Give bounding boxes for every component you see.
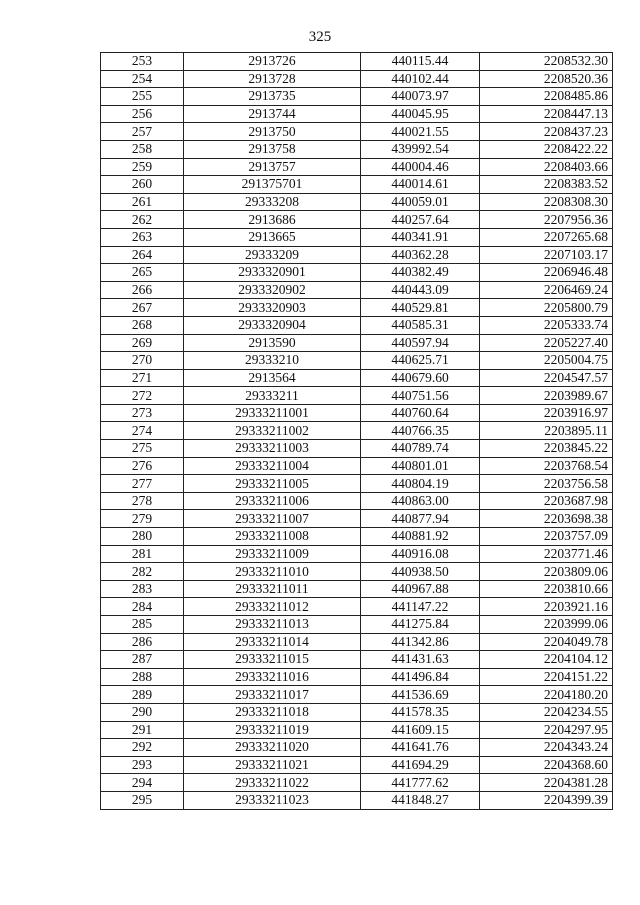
table-row bbox=[101, 53, 613, 71]
point-id-cell: 29333211021 bbox=[184, 756, 361, 774]
row-number-cell: 269 bbox=[101, 334, 184, 352]
point-id-cell: 29333211018 bbox=[184, 703, 361, 721]
x-coordinate-cell: 440341.91 bbox=[361, 228, 480, 246]
row-number-cell: 262 bbox=[101, 211, 184, 229]
y-coordinate-cell: 2203757.09 bbox=[480, 528, 613, 546]
x-coordinate-cell: 440967.88 bbox=[361, 580, 480, 598]
y-coordinate-cell: 2204151.22 bbox=[480, 668, 613, 686]
x-coordinate-cell: 440115.44 bbox=[361, 53, 480, 71]
point-id-cell: 29333211001 bbox=[184, 404, 361, 422]
y-coordinate-cell: 2203698.38 bbox=[480, 510, 613, 528]
table-row bbox=[101, 756, 613, 774]
table-row bbox=[101, 140, 613, 158]
y-coordinate-cell: 2204368.60 bbox=[480, 756, 613, 774]
row-number-cell: 270 bbox=[101, 352, 184, 370]
row-number-cell: 279 bbox=[101, 510, 184, 528]
table-row bbox=[101, 123, 613, 141]
table-row bbox=[101, 616, 613, 634]
table-row bbox=[101, 158, 613, 176]
y-coordinate-cell: 2203845.22 bbox=[480, 440, 613, 458]
row-number-cell: 284 bbox=[101, 598, 184, 616]
point-id-cell: 29333211005 bbox=[184, 475, 361, 493]
row-number-cell: 274 bbox=[101, 422, 184, 440]
y-coordinate-cell: 2203916.97 bbox=[480, 404, 613, 422]
y-coordinate-cell: 2208422.22 bbox=[480, 140, 613, 158]
point-id-cell: 2913590 bbox=[184, 334, 361, 352]
x-coordinate-cell: 440789.74 bbox=[361, 440, 480, 458]
point-id-cell: 29333211007 bbox=[184, 510, 361, 528]
row-number-cell: 276 bbox=[101, 457, 184, 475]
point-id-cell: 29333211015 bbox=[184, 651, 361, 669]
row-number-cell: 278 bbox=[101, 492, 184, 510]
y-coordinate-cell: 2206946.48 bbox=[480, 264, 613, 282]
x-coordinate-cell: 440382.49 bbox=[361, 264, 480, 282]
y-coordinate-cell: 2208485.86 bbox=[480, 88, 613, 106]
x-coordinate-cell: 441694.29 bbox=[361, 756, 480, 774]
x-coordinate-cell: 440877.94 bbox=[361, 510, 480, 528]
x-coordinate-cell: 440760.64 bbox=[361, 404, 480, 422]
x-coordinate-cell: 440014.61 bbox=[361, 176, 480, 194]
point-id-cell: 291375701 bbox=[184, 176, 361, 194]
point-id-cell: 2933320902 bbox=[184, 281, 361, 299]
y-coordinate-cell: 2205800.79 bbox=[480, 299, 613, 317]
y-coordinate-cell: 2208447.13 bbox=[480, 105, 613, 123]
row-number-cell: 258 bbox=[101, 140, 184, 158]
row-number-cell: 264 bbox=[101, 246, 184, 264]
page-number: 325 bbox=[308, 29, 332, 45]
row-number-cell: 268 bbox=[101, 316, 184, 334]
point-id-cell: 29333211009 bbox=[184, 545, 361, 563]
x-coordinate-cell: 440916.08 bbox=[361, 545, 480, 563]
x-coordinate-cell: 440597.94 bbox=[361, 334, 480, 352]
row-number-cell: 263 bbox=[101, 228, 184, 246]
point-id-cell: 2913758 bbox=[184, 140, 361, 158]
y-coordinate-cell: 2205333.74 bbox=[480, 316, 613, 334]
row-number-cell: 282 bbox=[101, 563, 184, 581]
x-coordinate-cell: 440443.09 bbox=[361, 281, 480, 299]
table-row bbox=[101, 299, 613, 317]
x-coordinate-cell: 440004.46 bbox=[361, 158, 480, 176]
point-id-cell: 29333211011 bbox=[184, 580, 361, 598]
row-number-cell: 285 bbox=[101, 616, 184, 634]
y-coordinate-cell: 2206469.24 bbox=[480, 281, 613, 299]
point-id-cell: 2913564 bbox=[184, 369, 361, 387]
point-id-cell: 2913726 bbox=[184, 53, 361, 71]
y-coordinate-cell: 2208520.36 bbox=[480, 70, 613, 88]
y-coordinate-cell: 2205227.40 bbox=[480, 334, 613, 352]
x-coordinate-cell: 440801.01 bbox=[361, 457, 480, 475]
table-row bbox=[101, 211, 613, 229]
y-coordinate-cell: 2204297.95 bbox=[480, 721, 613, 739]
row-number-cell: 259 bbox=[101, 158, 184, 176]
point-id-cell: 29333211 bbox=[184, 387, 361, 405]
point-id-cell: 2913750 bbox=[184, 123, 361, 141]
table-row bbox=[101, 668, 613, 686]
x-coordinate-cell: 441578.35 bbox=[361, 703, 480, 721]
table-row bbox=[101, 598, 613, 616]
y-coordinate-cell: 2204399.39 bbox=[480, 791, 613, 809]
table-row bbox=[101, 686, 613, 704]
y-coordinate-cell: 2203921.16 bbox=[480, 598, 613, 616]
x-coordinate-cell: 440804.19 bbox=[361, 475, 480, 493]
table-row bbox=[101, 633, 613, 651]
x-coordinate-cell: 440585.31 bbox=[361, 316, 480, 334]
point-id-cell: 29333211004 bbox=[184, 457, 361, 475]
table-row bbox=[101, 264, 613, 282]
x-coordinate-cell: 441342.86 bbox=[361, 633, 480, 651]
point-id-cell: 29333211003 bbox=[184, 440, 361, 458]
table-row bbox=[101, 88, 613, 106]
x-coordinate-cell: 441275.84 bbox=[361, 616, 480, 634]
x-coordinate-cell: 440073.97 bbox=[361, 88, 480, 106]
row-number-cell: 286 bbox=[101, 633, 184, 651]
x-coordinate-cell: 440679.60 bbox=[361, 369, 480, 387]
table-row bbox=[101, 176, 613, 194]
point-id-cell: 29333209 bbox=[184, 246, 361, 264]
table-row bbox=[101, 475, 613, 493]
row-number-cell: 293 bbox=[101, 756, 184, 774]
y-coordinate-cell: 2203756.58 bbox=[480, 475, 613, 493]
point-id-cell: 29333211017 bbox=[184, 686, 361, 704]
table-row bbox=[101, 774, 613, 792]
row-number-cell: 267 bbox=[101, 299, 184, 317]
point-id-cell: 29333211020 bbox=[184, 739, 361, 757]
x-coordinate-cell: 440766.35 bbox=[361, 422, 480, 440]
table-row bbox=[101, 105, 613, 123]
row-number-cell: 261 bbox=[101, 193, 184, 211]
row-number-cell: 254 bbox=[101, 70, 184, 88]
point-id-cell: 29333211022 bbox=[184, 774, 361, 792]
table-row bbox=[101, 193, 613, 211]
x-coordinate-cell: 441431.63 bbox=[361, 651, 480, 669]
row-number-cell: 257 bbox=[101, 123, 184, 141]
table-row bbox=[101, 721, 613, 739]
coordinates-table bbox=[100, 52, 613, 810]
y-coordinate-cell: 2207103.17 bbox=[480, 246, 613, 264]
y-coordinate-cell: 2203895.11 bbox=[480, 422, 613, 440]
point-id-cell: 29333211014 bbox=[184, 633, 361, 651]
row-number-cell: 277 bbox=[101, 475, 184, 493]
y-coordinate-cell: 2203809.06 bbox=[480, 563, 613, 581]
y-coordinate-cell: 2204049.78 bbox=[480, 633, 613, 651]
row-number-cell: 256 bbox=[101, 105, 184, 123]
y-coordinate-cell: 2204343.24 bbox=[480, 739, 613, 757]
table-row bbox=[101, 440, 613, 458]
point-id-cell: 29333210 bbox=[184, 352, 361, 370]
y-coordinate-cell: 2208308.30 bbox=[480, 193, 613, 211]
table-row bbox=[101, 528, 613, 546]
row-number-cell: 253 bbox=[101, 53, 184, 71]
row-number-cell: 294 bbox=[101, 774, 184, 792]
y-coordinate-cell: 2203999.06 bbox=[480, 616, 613, 634]
point-id-cell: 2913744 bbox=[184, 105, 361, 123]
y-coordinate-cell: 2203989.67 bbox=[480, 387, 613, 405]
row-number-cell: 272 bbox=[101, 387, 184, 405]
row-number-cell: 291 bbox=[101, 721, 184, 739]
y-coordinate-cell: 2204381.28 bbox=[480, 774, 613, 792]
x-coordinate-cell: 440863.00 bbox=[361, 492, 480, 510]
row-number-cell: 287 bbox=[101, 651, 184, 669]
table-row bbox=[101, 739, 613, 757]
y-coordinate-cell: 2204547.57 bbox=[480, 369, 613, 387]
y-coordinate-cell: 2204104.12 bbox=[480, 651, 613, 669]
x-coordinate-cell: 440751.56 bbox=[361, 387, 480, 405]
table-row bbox=[101, 457, 613, 475]
x-coordinate-cell: 440625.71 bbox=[361, 352, 480, 370]
row-number-cell: 289 bbox=[101, 686, 184, 704]
table-row bbox=[101, 70, 613, 88]
x-coordinate-cell: 440059.01 bbox=[361, 193, 480, 211]
point-id-cell: 29333211006 bbox=[184, 492, 361, 510]
table-row bbox=[101, 563, 613, 581]
point-id-cell: 29333211012 bbox=[184, 598, 361, 616]
x-coordinate-cell: 440362.28 bbox=[361, 246, 480, 264]
table-row bbox=[101, 545, 613, 563]
row-number-cell: 283 bbox=[101, 580, 184, 598]
table-row bbox=[101, 352, 613, 370]
x-coordinate-cell: 441536.69 bbox=[361, 686, 480, 704]
row-number-cell: 271 bbox=[101, 369, 184, 387]
point-id-cell: 2913665 bbox=[184, 228, 361, 246]
row-number-cell: 295 bbox=[101, 791, 184, 809]
point-id-cell: 29333208 bbox=[184, 193, 361, 211]
table-row bbox=[101, 404, 613, 422]
point-id-cell: 29333211008 bbox=[184, 528, 361, 546]
table-row bbox=[101, 387, 613, 405]
x-coordinate-cell: 440881.92 bbox=[361, 528, 480, 546]
table-row bbox=[101, 246, 613, 264]
point-id-cell: 29333211010 bbox=[184, 563, 361, 581]
y-coordinate-cell: 2207265.68 bbox=[480, 228, 613, 246]
point-id-cell: 29333211019 bbox=[184, 721, 361, 739]
row-number-cell: 288 bbox=[101, 668, 184, 686]
table-row bbox=[101, 334, 613, 352]
coordinates-table-body bbox=[101, 53, 613, 810]
point-id-cell: 2913728 bbox=[184, 70, 361, 88]
point-id-cell: 2933320901 bbox=[184, 264, 361, 282]
y-coordinate-cell: 2207956.36 bbox=[480, 211, 613, 229]
row-number-cell: 290 bbox=[101, 703, 184, 721]
table-row bbox=[101, 492, 613, 510]
point-id-cell: 2933320904 bbox=[184, 316, 361, 334]
row-number-cell: 275 bbox=[101, 440, 184, 458]
point-id-cell: 2913757 bbox=[184, 158, 361, 176]
row-number-cell: 281 bbox=[101, 545, 184, 563]
y-coordinate-cell: 2208437.23 bbox=[480, 123, 613, 141]
table-row bbox=[101, 580, 613, 598]
x-coordinate-cell: 440529.81 bbox=[361, 299, 480, 317]
y-coordinate-cell: 2203768.54 bbox=[480, 457, 613, 475]
row-number-cell: 292 bbox=[101, 739, 184, 757]
y-coordinate-cell: 2208532.30 bbox=[480, 53, 613, 71]
x-coordinate-cell: 440045.95 bbox=[361, 105, 480, 123]
row-number-cell: 255 bbox=[101, 88, 184, 106]
x-coordinate-cell: 440021.55 bbox=[361, 123, 480, 141]
x-coordinate-cell: 441147.22 bbox=[361, 598, 480, 616]
table-row bbox=[101, 791, 613, 809]
point-id-cell: 2913735 bbox=[184, 88, 361, 106]
point-id-cell: 29333211016 bbox=[184, 668, 361, 686]
y-coordinate-cell: 2208383.52 bbox=[480, 176, 613, 194]
table-row bbox=[101, 281, 613, 299]
point-id-cell: 29333211002 bbox=[184, 422, 361, 440]
x-coordinate-cell: 440257.64 bbox=[361, 211, 480, 229]
y-coordinate-cell: 2205004.75 bbox=[480, 352, 613, 370]
table-row bbox=[101, 369, 613, 387]
row-number-cell: 280 bbox=[101, 528, 184, 546]
y-coordinate-cell: 2204234.55 bbox=[480, 703, 613, 721]
table-row bbox=[101, 228, 613, 246]
y-coordinate-cell: 2203810.66 bbox=[480, 580, 613, 598]
x-coordinate-cell: 440938.50 bbox=[361, 563, 480, 581]
x-coordinate-cell: 441609.15 bbox=[361, 721, 480, 739]
y-coordinate-cell: 2203687.98 bbox=[480, 492, 613, 510]
row-number-cell: 266 bbox=[101, 281, 184, 299]
y-coordinate-cell: 2208403.66 bbox=[480, 158, 613, 176]
y-coordinate-cell: 2203771.46 bbox=[480, 545, 613, 563]
point-id-cell: 29333211023 bbox=[184, 791, 361, 809]
table-row bbox=[101, 422, 613, 440]
x-coordinate-cell: 441641.76 bbox=[361, 739, 480, 757]
row-number-cell: 265 bbox=[101, 264, 184, 282]
row-number-cell: 260 bbox=[101, 176, 184, 194]
x-coordinate-cell: 439992.54 bbox=[361, 140, 480, 158]
x-coordinate-cell: 440102.44 bbox=[361, 70, 480, 88]
x-coordinate-cell: 441496.84 bbox=[361, 668, 480, 686]
y-coordinate-cell: 2204180.20 bbox=[480, 686, 613, 704]
table-row bbox=[101, 316, 613, 334]
table-row bbox=[101, 651, 613, 669]
table-row bbox=[101, 703, 613, 721]
x-coordinate-cell: 441777.62 bbox=[361, 774, 480, 792]
point-id-cell: 2913686 bbox=[184, 211, 361, 229]
point-id-cell: 2933320903 bbox=[184, 299, 361, 317]
table-row bbox=[101, 510, 613, 528]
row-number-cell: 273 bbox=[101, 404, 184, 422]
point-id-cell: 29333211013 bbox=[184, 616, 361, 634]
x-coordinate-cell: 441848.27 bbox=[361, 791, 480, 809]
